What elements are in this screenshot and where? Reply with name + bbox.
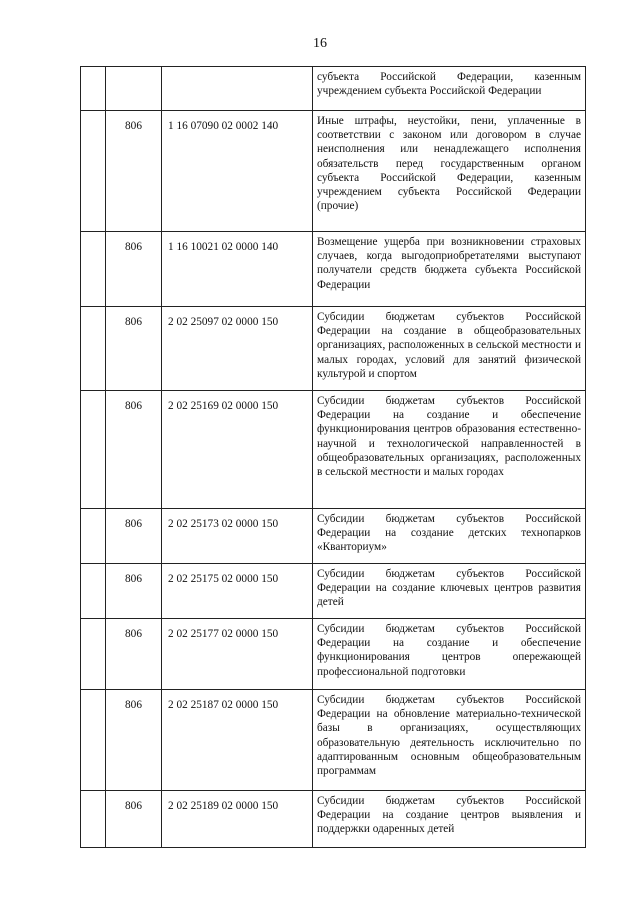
page-number: 16 (313, 36, 327, 51)
description-cell: Субсидии бюджетам субъектов Российской Федерации на создание в общеобразовательных организациях, расположенных в сельской местности и малых городах, условий для занятий физической культурой и спортом (313, 307, 586, 391)
empty-cell (81, 564, 106, 619)
kbk-code-cell: 2 02 25173 02 0000 150 (162, 509, 313, 564)
table-row (81, 791, 586, 848)
admin-code-cell: 806 (106, 690, 162, 791)
admin-code-cell: 806 (106, 232, 162, 307)
table-row (81, 509, 586, 564)
empty-cell (81, 67, 106, 111)
description-cell: Возмещение ущерба при возникновении страховых случаев, когда выгодоприобретателями выступают получатели средств бюджета субъекта Российской Федерации (313, 232, 586, 307)
admin-code-cell: 806 (106, 111, 162, 232)
description-cell: Субсидии бюджетам субъектов Российской Федерации на создание детских технопарков «Кванториум» (313, 509, 586, 564)
admin-code-cell: 806 (106, 307, 162, 391)
description-cell: субъекта Российской Федерации, казенным учреждением субъекта Российской Федерации (313, 67, 586, 111)
kbk-code-cell: 1 16 07090 02 0002 140 (162, 111, 313, 232)
empty-cell (81, 307, 106, 391)
kbk-code-cell: 2 02 25187 02 0000 150 (162, 690, 313, 791)
table-row (81, 111, 586, 232)
kbk-code-cell: 2 02 25097 02 0000 150 (162, 307, 313, 391)
empty-cell (81, 791, 106, 848)
empty-cell (81, 232, 106, 307)
description-cell: Субсидии бюджетам субъектов Российской Федерации на создание ключевых центров развития детей (313, 564, 586, 619)
description-cell: Субсидии бюджетам субъектов Российской Федерации на создание и обеспечение функционирования центров образования естественно-научной и технологической направленностей в общеобразовательных организациях, расположенных в сельской местности и малых городах (313, 391, 586, 509)
empty-cell (81, 619, 106, 690)
kbk-code-cell (162, 67, 313, 111)
description-cell: Субсидии бюджетам субъектов Российской Федерации на создание и обеспечение функционирования центров опережающей профессиональной подготовки (313, 619, 586, 690)
description-cell: Субсидии бюджетам субъектов Российской Федерации на создание центров выявления и поддержки одаренных детей (313, 791, 586, 848)
description-cell: Иные штрафы, неустойки, пени, уплаченные в соответствии с законом или договором в случае неисполнения или ненадлежащего исполнения обязательств перед государственным органом субъекта Российской Федерации, казенным учреждением субъекта Российской Федерации (прочие) (313, 111, 586, 232)
kbk-code-cell: 1 16 10021 02 0000 140 (162, 232, 313, 307)
admin-code-cell (106, 67, 162, 111)
revenue-codes-table (80, 66, 586, 848)
kbk-code-cell: 2 02 25175 02 0000 150 (162, 564, 313, 619)
admin-code-cell: 806 (106, 509, 162, 564)
admin-code-cell: 806 (106, 619, 162, 690)
table-row (81, 690, 586, 791)
table-row (81, 232, 586, 307)
kbk-code-cell: 2 02 25189 02 0000 150 (162, 791, 313, 848)
table-row (81, 67, 586, 111)
admin-code-cell: 806 (106, 564, 162, 619)
kbk-code-cell: 2 02 25169 02 0000 150 (162, 391, 313, 509)
empty-cell (81, 391, 106, 509)
empty-cell (81, 690, 106, 791)
kbk-code-cell: 2 02 25177 02 0000 150 (162, 619, 313, 690)
empty-cell (81, 111, 106, 232)
admin-code-cell: 806 (106, 791, 162, 848)
table-row (81, 391, 586, 509)
table-row (81, 307, 586, 391)
admin-code-cell: 806 (106, 391, 162, 509)
description-cell: Субсидии бюджетам субъектов Российской Федерации на обновление материально-технической базы в организациях, осуществляющих образовательную деятельность исключительно по адаптированным основным общеобразовательным программам (313, 690, 586, 791)
empty-cell (81, 509, 106, 564)
table-row (81, 619, 586, 690)
table-row (81, 564, 586, 619)
